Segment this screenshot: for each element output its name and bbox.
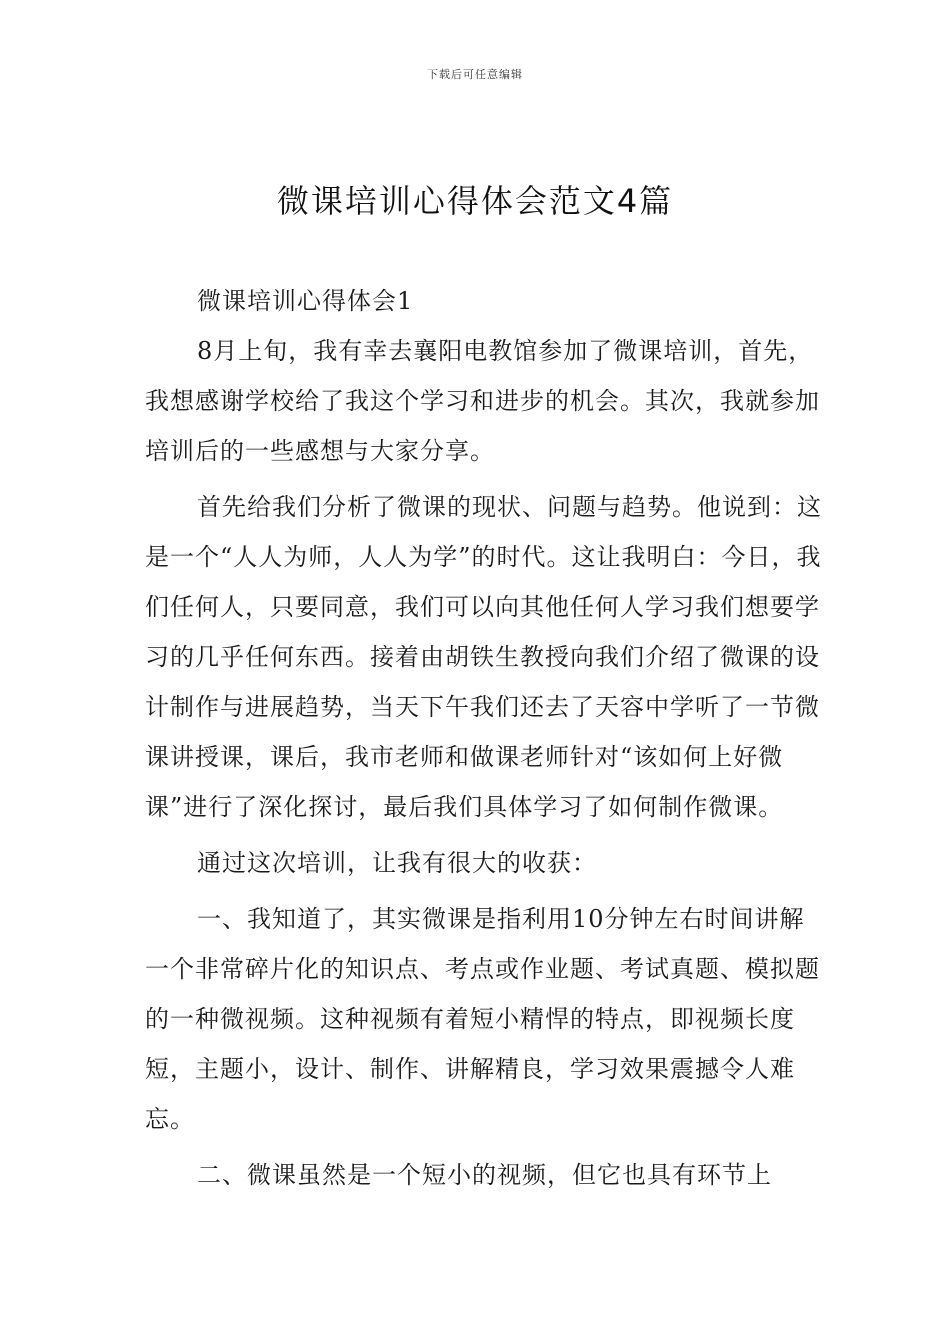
document-title: 微课培训心得体会范文4篇	[276, 182, 674, 220]
paragraph-1: 8月上旬，我有幸去襄阳电教馆参加了微课培训，首先，我想感谢学校给了我这个学习和进步的机会。其次，我就参加培训后的一些感想与大家分享。	[145, 337, 820, 465]
header-note: 下载后可任意编辑	[427, 68, 523, 81]
paragraph-4: 一、我知道了，其实微课是指利用10分钟左右时间讲解一个非常碎片化的知识点、考点或作业题、考试真题、模拟题的一种微视频。这种视频有着短小精悍的特点，即视频长度短，主题小，设计、制作、讲解精良，学习效果震撼令人难忘。	[145, 905, 820, 1133]
paragraph-5: 二、微课虽然是一个短小的视频，但它也具有环节上	[197, 1161, 772, 1189]
paragraph-3: 通过这次培训，让我有很大的收获：	[197, 849, 597, 877]
document-body	[145, 276, 825, 1200]
section-heading: 微课培训心得体会1	[197, 287, 414, 315]
paragraph-2: 首先给我们分析了微课的现状、问题与趋势。他说到：这是一个“人人为师，人人为学”的时代。这让我明白：今日，我们任何人，只要同意，我们可以向其他任何人学习我们想要学习的几乎任何东西。接着由胡铁生教授向我们介绍了微课的设计制作与进展趋势，当天下午我们还去了天容中学听了一节微课讲授课，课后，我市老师和做课老师针对“该如何上好微课”进行了深化探讨，最后我们具体学习了如何制作微课。	[145, 493, 822, 821]
